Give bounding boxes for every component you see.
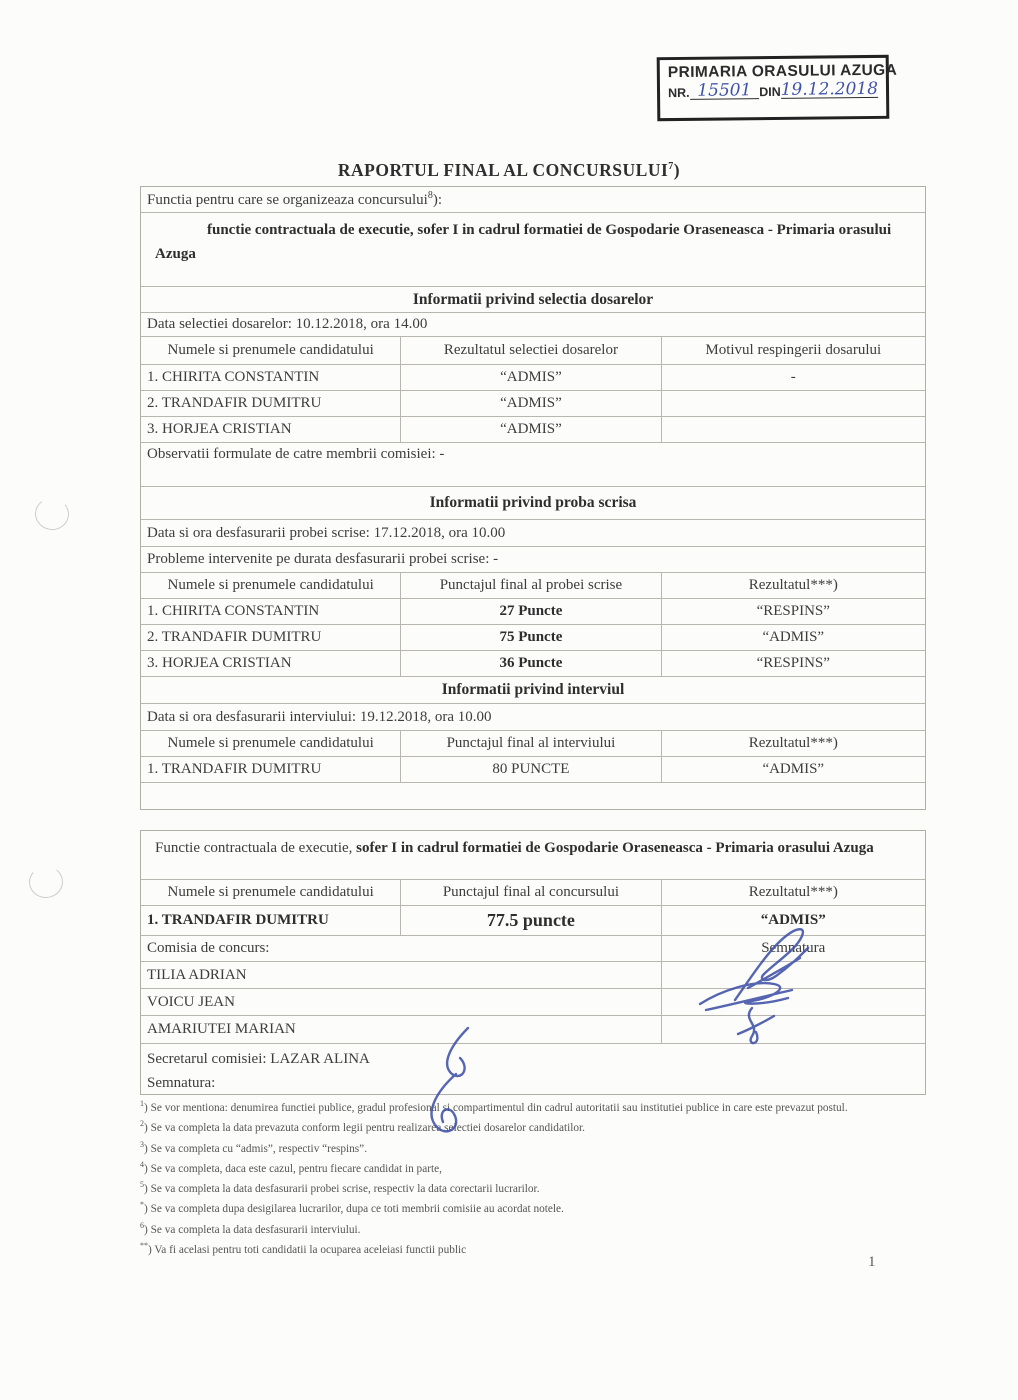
selection-date-row (141, 313, 925, 337)
selection-section-header-row (141, 287, 925, 313)
hole-punch-mark (33, 496, 71, 532)
function-label: Functia pentru care se organizeaza concursului$^8$): (147, 190, 443, 208)
interview-table-header (141, 731, 925, 757)
commission-header-row (141, 936, 925, 962)
col-rejection-reason: Motivul respingerii dosarului (705, 342, 882, 358)
selection-section-title: Informatii privind selectia dosarelor (412, 290, 654, 308)
written-problems-row (141, 547, 925, 573)
selection-table-header (141, 337, 925, 365)
commission-label: Comisia de concurs: (141, 936, 662, 961)
candidate-name: 2. TRANDAFIR DUMITRU (141, 625, 401, 650)
interview-date: Data si ora desfasurarii interviului: 19.12.2018, ora 10.00 (147, 708, 492, 725)
function-description: functie contractuala de executie, sofer I in cadrul formatiei de Gospodarie Oraseneasca - Primaria orasului Azuga (155, 222, 892, 262)
observations-text: Observatii formulate de catre membrii comisiei: - (147, 446, 445, 462)
commission-member-name: VOICU JEAN (141, 989, 662, 1015)
table-row (141, 625, 925, 651)
candidate-name: 1. TRANDAFIR DUMITRU (141, 757, 401, 782)
written-section-header-row (141, 487, 925, 520)
col-written-score: Punctajul final al probei scrise (401, 573, 661, 598)
final-function-row (141, 831, 925, 880)
table-row (141, 365, 925, 391)
col-candidate-name: Numele si prenumele candidatului (141, 573, 401, 598)
title-footnote-ref: 7 (668, 161, 674, 173)
candidate-name: 1. CHIRITA CONSTANTIN (141, 365, 401, 390)
written-result: “RESPINS” (756, 603, 830, 619)
secretary-row (141, 1044, 925, 1094)
interview-section-title: Informatii privind interviul (441, 681, 625, 698)
commission-member-row (141, 1016, 925, 1044)
final-results-table (140, 830, 926, 1095)
empty-row (141, 783, 925, 809)
interview-date-row (141, 704, 925, 731)
table-row (141, 757, 925, 783)
final-function-description: Functie contractuala de executie, sofer I in cadrul formatiei de Gospodarie Oraseneasca - Primaria orasului Azuga (155, 840, 874, 856)
stamp-din-label: DIN (759, 84, 781, 100)
candidate-name: 1. CHIRITA CONSTANTIN (141, 599, 401, 624)
commission-member-row (141, 989, 925, 1016)
written-score: 27 Puncte (401, 599, 661, 624)
footnotes (140, 1096, 920, 1258)
col-selection-result: Rezultatul selectiei dosarelor (401, 337, 661, 364)
main-report-table (140, 186, 926, 810)
selection-result: “ADMIS” (401, 391, 661, 416)
stamp-nr-value: 15501 (697, 80, 752, 101)
stamp-din-value: 19.12.2018 (780, 78, 879, 100)
footnote: *) Se va completa dupa desigilarea lucrarilor, dupa ce toti membrii comisiie au acordat notele. (140, 1200, 564, 1216)
table-row (141, 417, 925, 443)
col-result: Rezultatul***) (748, 884, 838, 900)
written-table-header (141, 573, 925, 599)
secretary-name-line: Secretarul comisiei: LAZAR ALINA (147, 1051, 370, 1067)
signature-cell (662, 962, 925, 988)
interview-result: “ADMIS” (762, 761, 825, 777)
footnote: $^1$) Se vor mentiona: denumirea functiei publice, gradul profesional si compartimentul din cadrul autoritatii sau institutiei publice in care este prevazut postul. (140, 1099, 848, 1114)
table-row (141, 599, 925, 625)
candidate-name: 1. TRANDAFIR DUMITRU (141, 906, 401, 935)
commission-member-row (141, 962, 925, 989)
col-final-score: Punctajul final al concursului (401, 880, 661, 905)
candidate-name: 3. HORJEA CRISTIAN (141, 417, 401, 442)
final-score: 77.5 puncte (401, 906, 661, 935)
signature-cell (662, 1016, 925, 1043)
col-result: Rezultatul***) (748, 577, 838, 593)
rejection-reason (662, 391, 925, 416)
final-table-header (141, 880, 925, 906)
commission-member-name: AMARIUTEI MARIAN (141, 1016, 662, 1043)
written-result: “ADMIS” (762, 629, 825, 645)
candidate-name: 2. TRANDAFIR DUMITRU (141, 391, 401, 416)
final-result: “ADMIS” (760, 912, 826, 928)
selection-result: “ADMIS” (401, 365, 661, 390)
footnote: **) Va fi acelasi pentru toti candidatii la ocuparea aceleiasi functii public (140, 1240, 467, 1256)
page-title: RAPORTUL FINAL AL CONCURSULUI$^7$) (337, 160, 681, 180)
registration-stamp (657, 55, 898, 121)
rejection-reason: - (790, 369, 796, 385)
table-row (141, 906, 925, 936)
interview-score: 80 PUNCTE (401, 757, 661, 782)
table-row (141, 391, 925, 417)
col-candidate-name: Numele si prenumele candidatului (141, 880, 401, 905)
candidate-name: 3. HORJEA CRISTIAN (141, 651, 401, 676)
written-problems: Probleme intervenite pe durata desfasurarii probei scrise: - (147, 551, 499, 567)
selection-date: Data selectiei dosarelor: 10.12.2018, ora 14.00 (147, 316, 428, 332)
footnote: $^4$) Se va completa, daca este cazul, pentru fiecare candidat in parte, (140, 1159, 442, 1175)
signature-column-label: Semnatura (761, 940, 826, 956)
footnote: $^3$) Se va completa cu “admis”, respectiv “respins”. (140, 1139, 368, 1155)
written-result: “RESPINS” (756, 655, 830, 671)
stamp-organization: PRIMARIA ORASULUI AZUGA (667, 61, 898, 82)
selection-result: “ADMIS” (401, 417, 661, 442)
col-candidate-name: Numele si prenumele candidatului (141, 731, 401, 756)
footnote: $^5$) Se va completa la data desfasurarii probei scrise, respectiv la data corectarii lucrarilor. (140, 1180, 540, 1195)
page-number: 1 (868, 1254, 876, 1270)
function-label-row (141, 187, 925, 213)
secretary-signature-label: Semnatura: (147, 1075, 216, 1091)
footnote: $^2$) Se va completa la data prevazuta conform legii pentru realizarea selectiei dosarelor candidatilor. (140, 1119, 585, 1135)
written-score: 36 Puncte (401, 651, 661, 676)
interview-section-header-row (141, 677, 925, 704)
hole-punch-mark (27, 864, 64, 899)
written-score: 75 Puncte (401, 625, 661, 650)
col-candidate-name: Numele si prenumele candidatului (141, 337, 401, 364)
footnote: $^6$) Se va completa la data desfasurarii interviului. (140, 1220, 361, 1236)
col-result: Rezultatul***) (748, 735, 838, 751)
commission-member-name: TILIA ADRIAN (141, 962, 662, 988)
written-section-title: Informatii privind proba scrisa (429, 494, 637, 511)
table-row (141, 651, 925, 677)
signature-cell (662, 989, 925, 1015)
rejection-reason (662, 417, 925, 442)
written-date: Data si ora desfasurarii probei scrise: 17.12.2018, ora 10.00 (147, 524, 506, 541)
written-date-row (141, 520, 925, 547)
stamp-nr-label: NR. (667, 85, 690, 101)
function-description-row (141, 213, 925, 287)
observations-row (141, 443, 925, 487)
col-interview-score: Punctajul final al interviului (401, 731, 661, 756)
